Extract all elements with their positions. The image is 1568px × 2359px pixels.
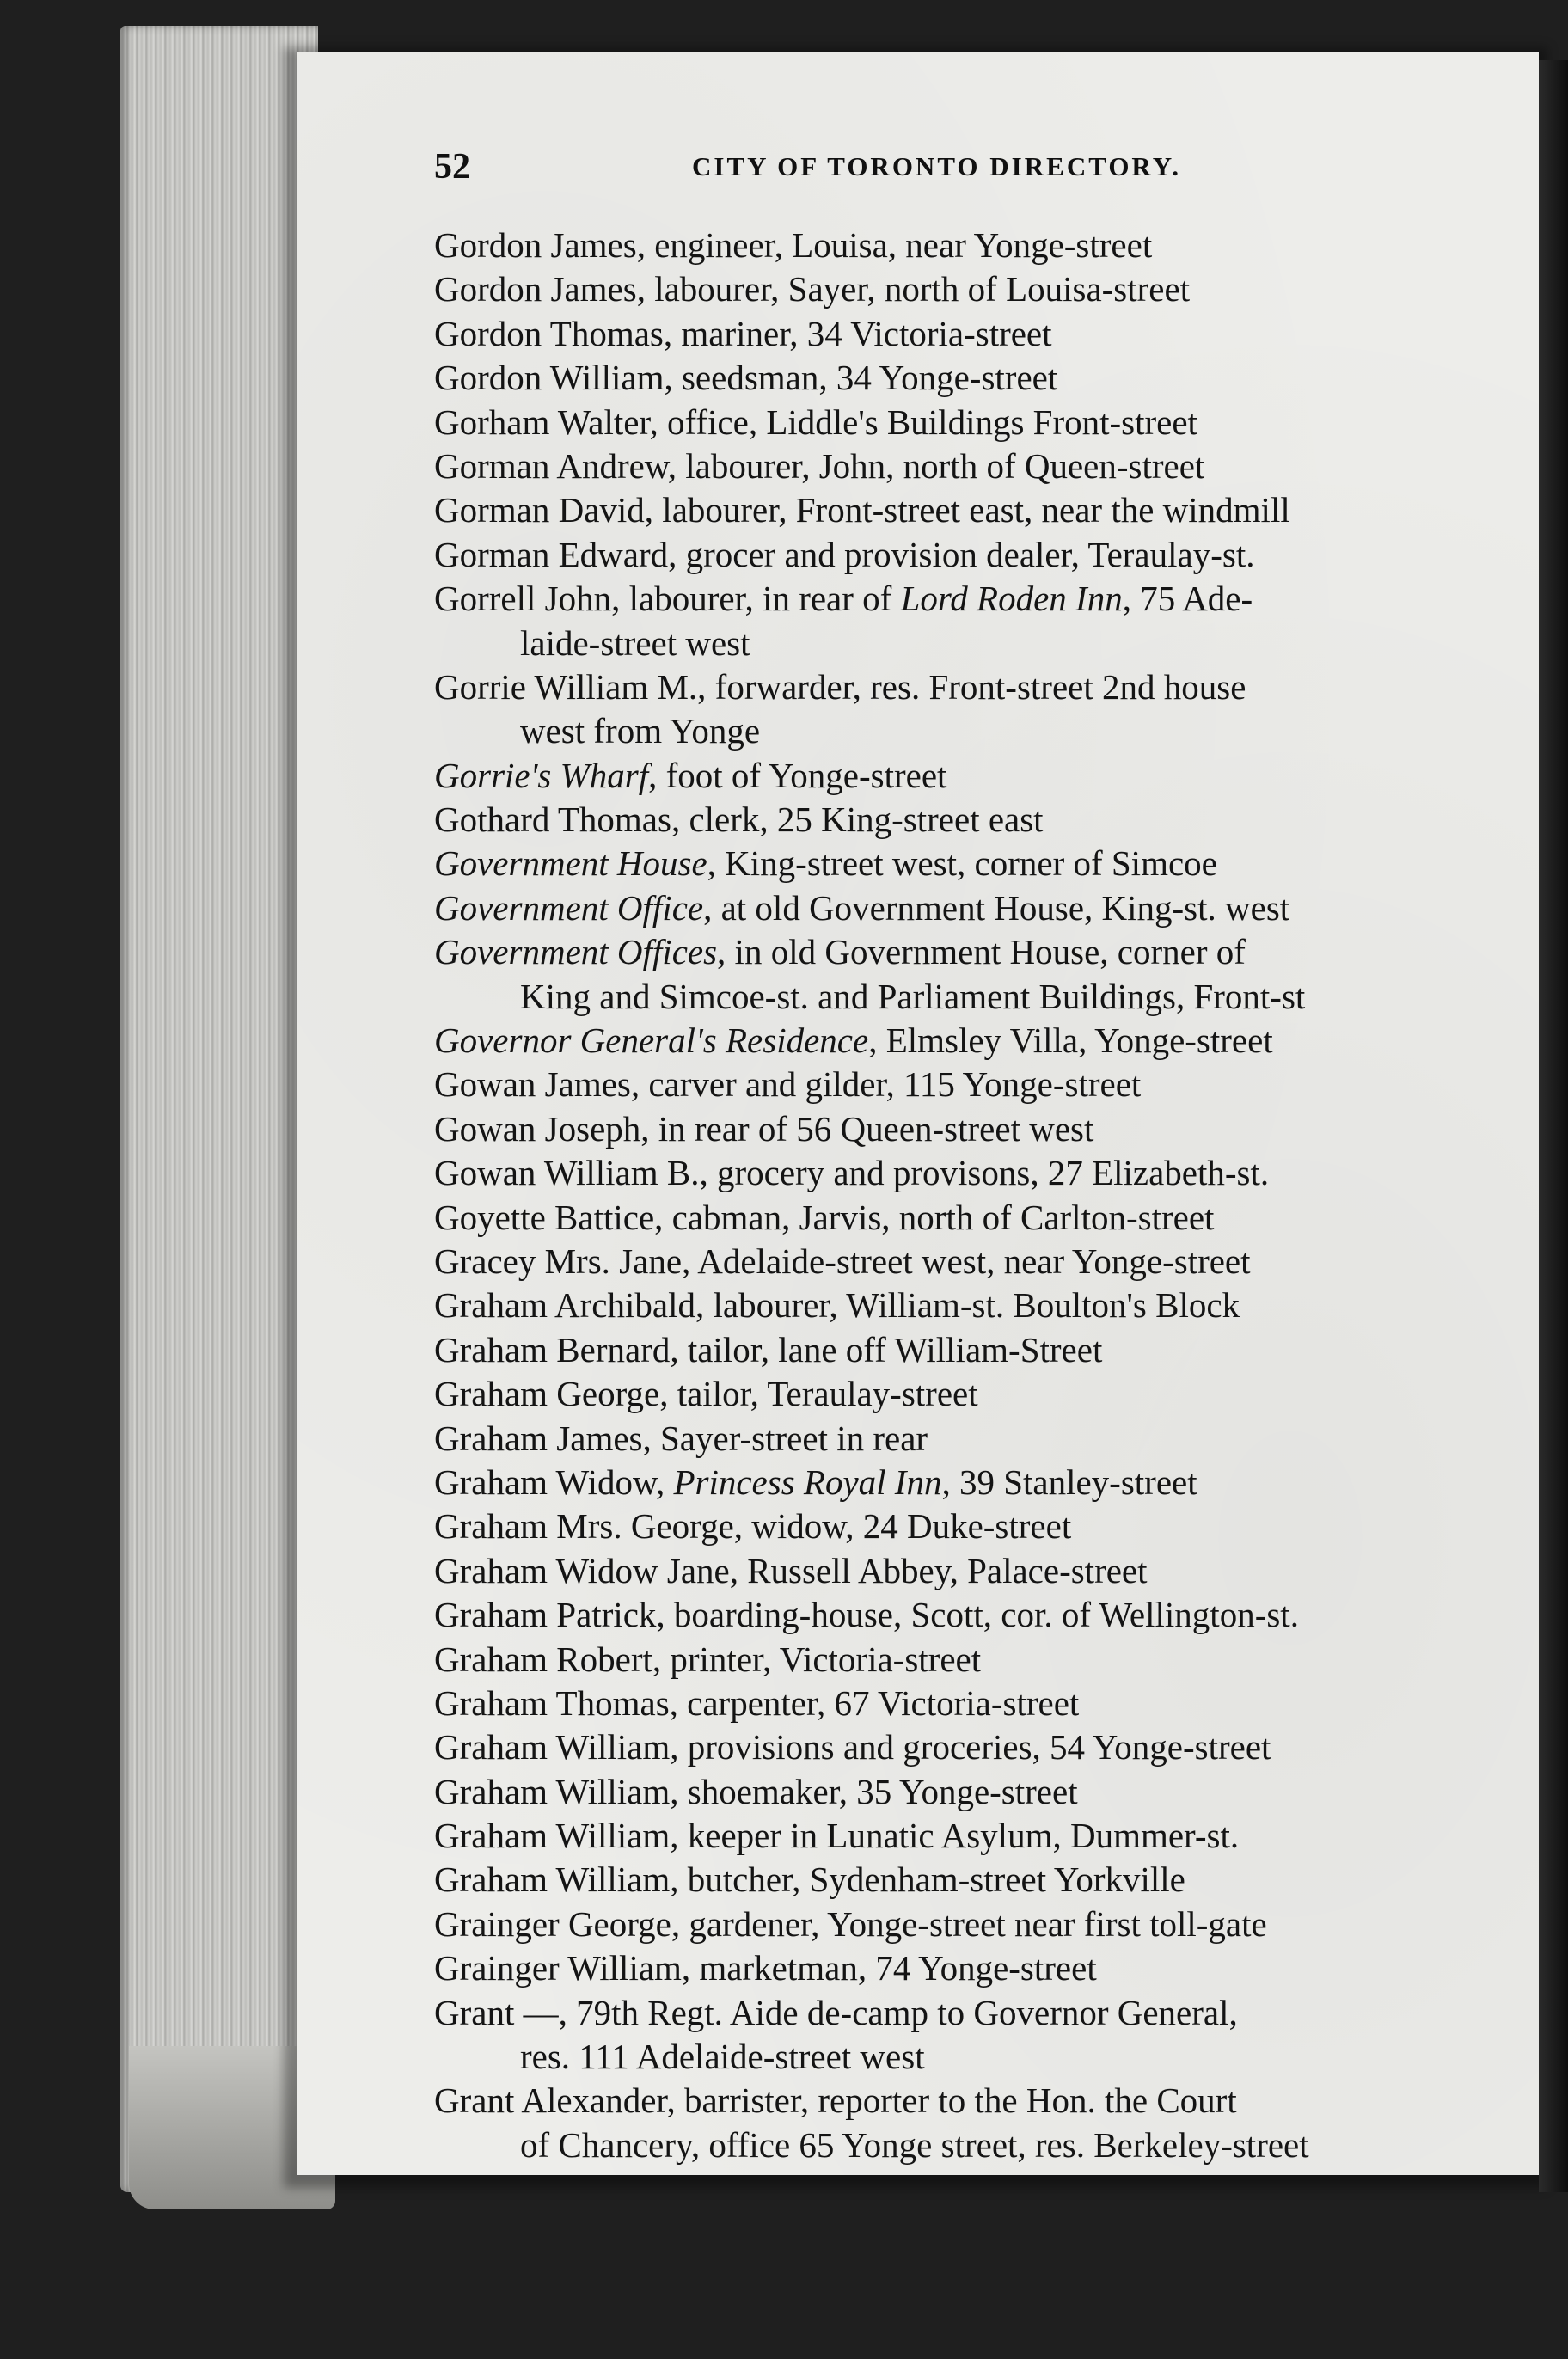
directory-entry <box>434 356 1466 400</box>
directory-entry <box>434 1417 1466 1461</box>
page-number: 52 <box>434 147 470 187</box>
directory-entry <box>434 886 1466 930</box>
entry-text: Gorman David, labourer, Front-street east, near the windmill <box>434 490 1290 530</box>
entry-text: laide-street west <box>520 622 750 663</box>
entry-line <box>434 886 1466 930</box>
directory-entry <box>434 1063 1466 1106</box>
entry-text: Graham William, butcher, Sydenham-street Yorkville <box>434 1860 1185 1900</box>
directory-entry <box>434 1682 1466 1725</box>
entry-text: Grainger George, gardener, Yonge-street near first toll-gate <box>434 1903 1267 1944</box>
entry-text: Graham Widow Jane, Russell Abbey, Palace-street <box>434 1550 1148 1590</box>
entry-text: Gorman Edward, grocer and provision dealer, Teraulay-st. <box>434 534 1255 574</box>
entry-line <box>434 1946 1466 1990</box>
entry-line <box>434 754 1466 798</box>
entry-line <box>434 842 1466 885</box>
entry-text: Grant —, 79th Regt. Aide de-camp to Governor General, <box>434 1992 1238 2032</box>
italic-name: Government Office <box>434 887 704 928</box>
directory-entry <box>434 1107 1466 1151</box>
entry-line <box>434 488 1466 532</box>
entry-line <box>434 1682 1466 1725</box>
entry-text: Gordon William, seedsman, 34 Yonge-street <box>434 358 1058 398</box>
entry-continuation-line <box>434 622 1466 665</box>
entry-text: Gracey Mrs. Jane, Adelaide-street west, near Yonge-street <box>434 1241 1251 1281</box>
directory-entry <box>434 665 1466 754</box>
directory-entry <box>434 444 1466 488</box>
entry-line <box>434 1638 1466 1682</box>
entry-line <box>434 267 1466 311</box>
entry-text: Graham Widow, <box>434 1461 674 1502</box>
entry-text: King and Simcoe-st. and Parliament Buildings, Front-st <box>520 976 1306 1016</box>
entry-text: west from Yonge <box>520 711 761 751</box>
entry-text: Graham William, keeper in Lunatic Asylum, Dummer-st. <box>434 1816 1240 1856</box>
entry-text: , 75 Ade- <box>1122 579 1253 619</box>
entry-text: Gordon Thomas, mariner, 34 Victoria-street <box>434 313 1052 353</box>
entry-text: Graham Archibald, labourer, William-st. Boulton's Block <box>434 1285 1240 1326</box>
entry-text: , foot of Yonge-street <box>648 755 947 795</box>
italic-name: Princess Royal Inn <box>673 1461 942 1502</box>
entry-line <box>434 577 1466 621</box>
entry-continuation-line <box>434 709 1466 753</box>
entry-continuation-line <box>434 2123 1466 2167</box>
directory-entry <box>434 1770 1466 1814</box>
entry-line <box>434 1284 1466 1327</box>
italic-name: Government Offices <box>434 932 718 972</box>
entry-line <box>434 224 1466 267</box>
entry-continuation-line <box>434 975 1466 1019</box>
entry-text: Gordon James, labourer, Sayer, north of Louisa-street <box>434 269 1191 309</box>
directory-entry <box>434 930 1466 1019</box>
entry-text: Graham George, tailor, Teraulay-street <box>434 1374 978 1414</box>
entry-line <box>434 533 1466 577</box>
entry-line <box>434 1019 1466 1063</box>
entry-text: Gothard Thomas, clerk, 25 King-street east <box>434 800 1044 840</box>
entry-line <box>434 356 1466 400</box>
italic-name: Gorrie's Wharf <box>434 755 649 795</box>
entry-text: , King-street west, corner of Simcoe <box>707 843 1217 884</box>
entry-line <box>434 798 1466 842</box>
entry-text: Gorman Andrew, labourer, John, north of Queen-street <box>434 445 1205 486</box>
directory-entry <box>434 1196 1466 1240</box>
directory-entry <box>434 1019 1466 1063</box>
directory-entry <box>434 1504 1466 1548</box>
directory-entry <box>434 842 1466 885</box>
entry-line <box>434 1593 1466 1637</box>
running-title: CITY OF TORONTO DIRECTORY. <box>692 151 1182 181</box>
entry-text: Goyette Battice, cabman, Jarvis, north of Carlton-street <box>434 1197 1215 1237</box>
italic-name: Lord Roden Inn <box>900 579 1123 619</box>
entry-line <box>434 665 1466 709</box>
entry-line <box>434 1196 1466 1240</box>
entry-line <box>434 1504 1466 1548</box>
entry-line <box>434 1814 1466 1858</box>
entry-line <box>434 312 1466 356</box>
directory-entry <box>434 1549 1466 1593</box>
directory-entry <box>434 1725 1466 1769</box>
entry-line <box>434 1903 1466 1946</box>
directory-entry <box>434 1151 1466 1195</box>
entry-text: Graham Thomas, carpenter, 67 Victoria-street <box>434 1682 1080 1723</box>
directory-entry <box>434 1240 1466 1284</box>
directory-entry <box>434 1903 1466 1946</box>
entry-text: Graham Mrs. George, widow, 24 Duke-street <box>434 1506 1072 1547</box>
page-header <box>434 146 1449 189</box>
directory-entry <box>434 1858 1466 1902</box>
directory-entry <box>434 488 1466 532</box>
directory-entry <box>434 1593 1466 1637</box>
entry-text: Graham James, Sayer-street in rear <box>434 1418 928 1458</box>
directory-entry <box>434 1946 1466 1990</box>
entry-line <box>434 1240 1466 1284</box>
entry-line <box>434 1549 1466 1593</box>
entry-text: Gorrie William M., forwarder, res. Front-street 2nd house <box>434 666 1246 707</box>
entry-text: Gowan Joseph, in rear of 56 Queen-street west <box>434 1108 1094 1149</box>
entry-text: Grant Alexander, barrister, reporter to the Hon. the Court <box>434 2080 1237 2121</box>
entry-line <box>434 1107 1466 1151</box>
directory-entry <box>434 312 1466 356</box>
entry-text: Grainger William, marketman, 74 Yonge-street <box>434 1948 1097 1988</box>
adjacent-page-edge <box>1539 60 1568 2192</box>
directory-entry <box>434 1814 1466 1858</box>
entry-line <box>434 444 1466 488</box>
directory-entry <box>434 1638 1466 1682</box>
entry-line <box>434 1461 1466 1504</box>
entry-line <box>434 1725 1466 1769</box>
entry-text: Graham Robert, printer, Victoria-street <box>434 1639 982 1679</box>
directory-entries <box>434 224 1466 2167</box>
entry-line <box>434 1991 1466 2035</box>
entry-line <box>434 1151 1466 1195</box>
directory-entry <box>434 2079 1466 2167</box>
entry-text: Gordon James, engineer, Louisa, near Yonge-street <box>434 225 1153 265</box>
entry-line <box>434 401 1466 444</box>
entry-line <box>434 1858 1466 1902</box>
directory-entry <box>434 1461 1466 1504</box>
entry-text: res. 111 Adelaide-street west <box>520 2037 925 2077</box>
entry-text: Gowan William B., grocery and provisons, 27 Elizabeth-st. <box>434 1153 1270 1193</box>
entry-text: , at old Government House, King-st. west <box>703 887 1290 928</box>
directory-entry <box>434 754 1466 798</box>
directory-entry <box>434 577 1466 665</box>
directory-entry <box>434 267 1466 311</box>
entry-text: Gowan James, carver and gilder, 115 Yonge-street <box>434 1064 1142 1105</box>
entry-line <box>434 1328 1466 1372</box>
entry-text: Graham Patrick, boarding-house, Scott, cor. of Wellington-st. <box>434 1595 1299 1635</box>
entry-text: Gorrell John, labourer, in rear of <box>434 579 901 619</box>
directory-entry <box>434 798 1466 842</box>
entry-line <box>434 930 1466 974</box>
entry-line <box>434 1417 1466 1461</box>
directory-entry <box>434 533 1466 577</box>
italic-name: Government House <box>434 843 707 884</box>
entry-line <box>434 1063 1466 1106</box>
directory-entry <box>434 224 1466 267</box>
entry-text: , Elmsley Villa, Yonge-street <box>868 1020 1273 1061</box>
entry-line <box>434 2079 1466 2123</box>
directory-entry <box>434 1328 1466 1372</box>
entry-text: of Chancery, office 65 Yonge street, res. Berkeley-street <box>520 2124 1309 2165</box>
entry-text: , in old Government House, corner of <box>717 932 1246 972</box>
entry-continuation-line <box>434 2035 1466 2079</box>
entry-line <box>434 1770 1466 1814</box>
entry-line <box>434 1372 1466 1416</box>
italic-name: Governor General's Residence <box>434 1020 869 1061</box>
directory-entry <box>434 1284 1466 1327</box>
entry-text: Graham William, provisions and groceries, 54 Yonge-street <box>434 1727 1271 1768</box>
directory-entry <box>434 401 1466 444</box>
entry-text: Graham Bernard, tailor, lane off William-Street <box>434 1329 1103 1369</box>
directory-entry <box>434 1991 1466 2080</box>
entry-text: Graham William, shoemaker, 35 Yonge-street <box>434 1771 1078 1811</box>
entry-text: Gorham Walter, office, Liddle's Buildings Front-street <box>434 401 1197 442</box>
entry-text: , 39 Stanley-street <box>941 1461 1197 1502</box>
directory-entry <box>434 1372 1466 1416</box>
